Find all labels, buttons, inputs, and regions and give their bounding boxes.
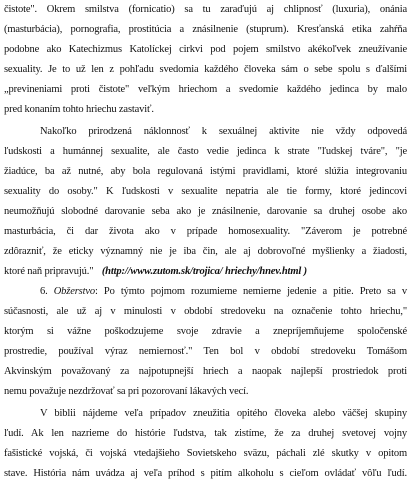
text-line-20: nemu považuje nezdržovať sa pri pozorovaní lákavých vecí. (4, 386, 249, 397)
text-line-10: sexuality do osoby." K ľudskosti v sexualite nepatria ale tie formy, ktoré jedincovi (4, 186, 407, 197)
text-line-21: V biblii nájdeme veľa prípadov zneužitia opitého človeka alebo väčšej skupiny (40, 408, 407, 419)
text-line-24: stave. História nám uvádza aj veľa príhod s pitím alkoholu s cieľom ovládať vôľu ľudí. (4, 468, 407, 479)
section-number: 6. (40, 286, 54, 297)
text-line-14 (4, 262, 307, 282)
text-line-1: čistote". Okrem smilstva (fornicatio) sa tu zaraďujú aj chlipnosť (luxuria), onánia (4, 4, 407, 15)
text-line-7: Nakoľko prirodzená náklonnosť k sexuálnej aktivite nie vždy odpovedá (40, 126, 407, 137)
section-term: Obžerstvo (53, 286, 95, 297)
text-line-6: pred konaním tohto hriechu zastaviť. (4, 104, 154, 115)
text-line-2: (masturbácia), pornografia, prostitúcia a znásilnenie (stuprum). Kresťanská etika zahŕňa (4, 24, 407, 35)
text-line-23: fašistické vojská, či vojská vtedajšieho Sovietskeho sväzu, páchali zlé skutky v opitom (4, 448, 407, 459)
document-page (4, 0, 407, 479)
text-line-12: masturbácia, či dar života ako v prípade homosexuality. "Záverom je potrebné (4, 226, 407, 237)
text-line-9: žiadúce, ba až nutné, aby bola regulovaná istými pravidlami, ktoré slúžia integrovaniu (4, 166, 407, 177)
text-line-5: „previneniami proti čistote" veľkým hriechom a svedomie každého jedinca by malo (4, 84, 407, 95)
text-line-16: súčasnosti, ale už aj v minulosti v období stredoveku na označenie tohto hriechu," (4, 306, 407, 317)
text-line-17: ktorým si vážne poškodzujeme svoje zdravie a znepríjemňujeme spoločenské (4, 326, 407, 337)
text-line-19: Akvinským považovaný za najpotupnejší hriech a naopak najlepší prostriedok proti (4, 366, 407, 377)
source-link[interactable]: (http://www.zutom.sk/trojica/ hriechy/hnev.html ) (101, 266, 307, 277)
text-line-3: podobne ako Katechizmus Katolíckej cirkvi pod pojem smilstvo akékoľvek zneužívanie (4, 44, 407, 55)
text-line-11: neumožňujú slobodné darovanie seba ako je znásilnenie, darovanie sa druhej osobe ako (4, 206, 407, 217)
text-line-18: prostredie, používal výraz nemiernosť." Ten bol v období stredoveku Tomášom (4, 346, 407, 357)
text-line-22: ľudí. Ak len nazrieme do histórie ľudstva, tak zistíme, že za druhej svetovej vojny (4, 428, 407, 439)
section-text: : Po týmto pojmom rozumieme nemierne jedenie a pitie. Preto sa v (94, 286, 407, 297)
quote-end: ktoré naň pripravujú." (4, 266, 94, 277)
text-line-15 (40, 282, 407, 302)
text-line-13: zdôrazniť, že eticky významný nie je iba čin, ale aj dobrovoľné myšlienky a žiadosti, (4, 246, 407, 257)
text-line-4: sexuality. Je to už len z pohľadu svedomia každého človeka sám o sebe spolu s ďalšími (4, 64, 407, 75)
text-line-8: ľudskosti a humánnej sexualite, ale často vedie jedinca k strate "ľudskej tváre", "je (4, 146, 407, 157)
